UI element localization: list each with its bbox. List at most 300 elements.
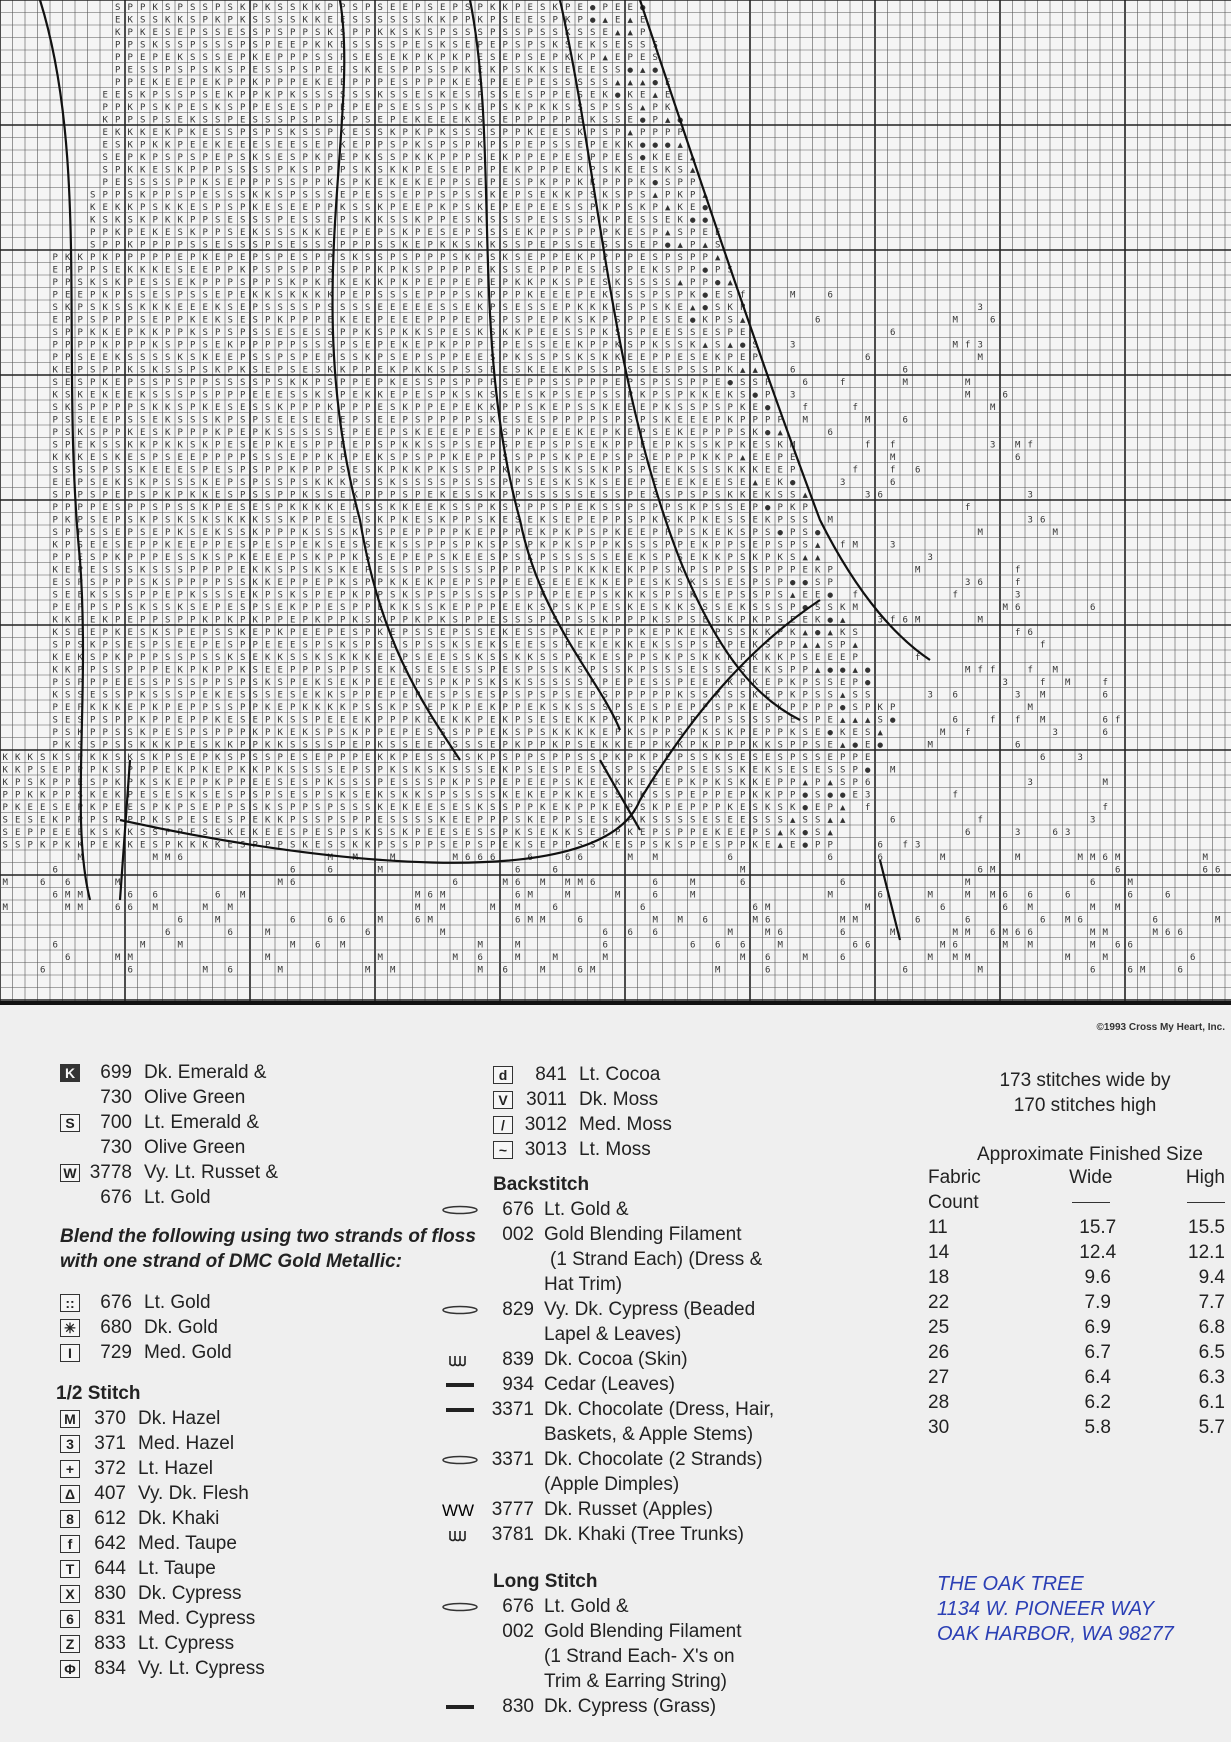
stitch-symbol: P bbox=[640, 128, 646, 138]
stitch-symbol: K bbox=[540, 178, 546, 188]
stitch-symbol: P bbox=[590, 128, 596, 138]
stitch-symbol: S bbox=[515, 816, 520, 826]
stitch-symbol: K bbox=[165, 128, 171, 138]
stitch-symbol: P bbox=[428, 241, 434, 251]
stitch-symbol: P bbox=[628, 378, 634, 388]
stitch-symbol: K bbox=[603, 441, 609, 451]
stitch-symbol: S bbox=[103, 691, 108, 701]
stitch-symbol: S bbox=[540, 603, 545, 613]
stitch-symbol: S bbox=[665, 516, 670, 526]
stitch-symbol: S bbox=[153, 841, 158, 851]
stitch-symbol: P bbox=[53, 741, 59, 751]
stitch-symbol: 6 bbox=[990, 928, 995, 938]
stitch-symbol: S bbox=[478, 228, 483, 238]
stitch-symbol: P bbox=[528, 203, 534, 213]
stitch-symbol: P bbox=[253, 841, 259, 851]
stitch-symbol: S bbox=[265, 691, 270, 701]
stitch-symbol: E bbox=[53, 828, 58, 838]
stitch-symbol: E bbox=[428, 716, 433, 726]
stitch-symbol: E bbox=[553, 403, 558, 413]
stitch-symbol: P bbox=[528, 241, 534, 251]
stitch-symbol: P bbox=[303, 616, 309, 626]
stitch-symbol: P bbox=[490, 453, 496, 463]
stitch-symbol: P bbox=[78, 341, 84, 351]
stitch-symbol: P bbox=[278, 78, 284, 88]
stitch-symbol: E bbox=[690, 553, 695, 563]
stitch-symbol: P bbox=[253, 278, 259, 288]
color-name: Lt. Taupe bbox=[138, 1556, 216, 1581]
stitch-symbol: P bbox=[240, 78, 246, 88]
stitch-symbol: S bbox=[478, 78, 483, 88]
stitch-symbol: K bbox=[328, 691, 334, 701]
stitch-symbol: E bbox=[515, 603, 520, 613]
stitch-symbol: S bbox=[178, 191, 183, 201]
stitch-symbol: S bbox=[140, 528, 145, 538]
stitch-symbol: E bbox=[165, 766, 170, 776]
stitch-symbol: 6 bbox=[128, 891, 133, 901]
stitch-symbol: f bbox=[853, 591, 858, 601]
stitch-symbol: S bbox=[228, 316, 233, 326]
stitch-symbol: S bbox=[340, 253, 345, 263]
stitch-symbol: S bbox=[390, 191, 395, 201]
stitch-symbol: K bbox=[15, 753, 21, 763]
stitch-symbol: S bbox=[90, 653, 95, 663]
stitch-symbol: K bbox=[315, 566, 321, 576]
stitch-symbol: P bbox=[228, 278, 234, 288]
stitch-symbol: S bbox=[490, 803, 495, 813]
stitch-symbol: P bbox=[453, 66, 459, 76]
stitch-symbol: P bbox=[653, 403, 659, 413]
gold_blends-row bbox=[60, 1340, 480, 1365]
stitch-symbol: K bbox=[665, 416, 671, 426]
stitch-symbol: P bbox=[103, 653, 109, 663]
stitch-symbol: S bbox=[190, 241, 195, 251]
stitch-symbol: K bbox=[590, 578, 596, 588]
stitch-symbol: P bbox=[703, 803, 709, 813]
symbol-blank bbox=[60, 1189, 80, 1207]
stitch-symbol: P bbox=[565, 841, 571, 851]
stitch-symbol: S bbox=[303, 103, 308, 113]
stitch-symbol: P bbox=[490, 816, 496, 826]
stitch-symbol: E bbox=[703, 816, 708, 826]
stitch-symbol: ▲ bbox=[703, 241, 709, 251]
stitch-symbol: E bbox=[528, 266, 533, 276]
stitch-symbol: M bbox=[1103, 778, 1109, 788]
stitch-symbol: K bbox=[403, 341, 409, 351]
stitch-symbol: 6 bbox=[1153, 916, 1158, 926]
stitch-symbol: S bbox=[490, 828, 495, 838]
stitch-symbol: P bbox=[728, 441, 734, 451]
stitch-symbol: E bbox=[528, 416, 533, 426]
stitch-symbol: M bbox=[715, 966, 721, 976]
stitch-symbol: S bbox=[278, 128, 283, 138]
stitch-symbol: S bbox=[540, 641, 545, 651]
stitch-symbol: K bbox=[190, 591, 196, 601]
stitch-symbol: K bbox=[578, 53, 584, 63]
stitch-symbol: ▲ bbox=[840, 741, 846, 751]
stitch-symbol: P bbox=[528, 316, 534, 326]
stitch-symbol: K bbox=[690, 478, 696, 488]
stitch-symbol: S bbox=[715, 766, 720, 776]
stitch-symbol: P bbox=[790, 528, 796, 538]
color-name: Lt. Cypress bbox=[138, 1631, 234, 1656]
stitch-symbol: P bbox=[440, 103, 446, 113]
stitch-symbol: P bbox=[353, 228, 359, 238]
stitch-symbol: P bbox=[428, 403, 434, 413]
stitch-symbol: P bbox=[90, 728, 96, 738]
stitch-symbol: S bbox=[440, 228, 445, 238]
stitch-symbol: S bbox=[53, 441, 58, 451]
stitch-symbol: K bbox=[278, 816, 284, 826]
stitch-symbol: E bbox=[378, 428, 383, 438]
stitch-symbol: P bbox=[628, 653, 634, 663]
stitch-symbol: P bbox=[828, 578, 834, 588]
stitch-symbol: S bbox=[115, 691, 120, 701]
stitch-symbol: P bbox=[290, 403, 296, 413]
stitch-symbol: M bbox=[940, 853, 946, 863]
stitch-symbol: S bbox=[503, 753, 508, 763]
stitch-symbol: P bbox=[190, 428, 196, 438]
stitch-symbol: P bbox=[65, 791, 71, 801]
stitch-symbol: S bbox=[253, 316, 258, 326]
stitch-symbol: E bbox=[453, 753, 458, 763]
stitch-symbol: E bbox=[528, 516, 533, 526]
stitch-symbol: K bbox=[328, 703, 334, 713]
stitch-symbol: P bbox=[603, 528, 609, 538]
stitch-symbol: K bbox=[503, 3, 509, 13]
stitch-symbol: S bbox=[615, 766, 620, 776]
stitch-symbol: P bbox=[253, 3, 259, 13]
stitch-symbol: E bbox=[265, 103, 270, 113]
stitch-symbol: E bbox=[640, 603, 645, 613]
stitch-symbol: P bbox=[678, 291, 684, 301]
stitch-symbol: S bbox=[328, 828, 333, 838]
stitch-symbol: K bbox=[15, 803, 21, 813]
stitch-symbol: S bbox=[503, 16, 508, 26]
stitch-symbol: S bbox=[240, 216, 245, 226]
stitch-symbol: S bbox=[78, 641, 83, 651]
stitch-symbol: P bbox=[215, 328, 221, 338]
stitch-symbol: K bbox=[628, 91, 634, 101]
stitch-symbol: S bbox=[803, 766, 808, 776]
stitch-symbol: P bbox=[428, 78, 434, 88]
stitch-symbol: S bbox=[653, 278, 658, 288]
stitch-symbol: S bbox=[240, 541, 245, 551]
stitch-symbol: S bbox=[728, 478, 733, 488]
stitch-symbol: P bbox=[503, 478, 509, 488]
stitch-symbol: P bbox=[278, 503, 284, 513]
stitch-symbol: S bbox=[115, 566, 120, 576]
stitch-symbol: P bbox=[453, 528, 459, 538]
col-high-rule bbox=[1187, 1202, 1225, 1203]
stitch-symbol: P bbox=[428, 216, 434, 226]
stitch-symbol: P bbox=[728, 453, 734, 463]
stitch-symbol: S bbox=[590, 766, 595, 776]
stitch-symbol: S bbox=[465, 91, 470, 101]
stitch-symbol: P bbox=[678, 753, 684, 763]
stitch-symbol: S bbox=[778, 803, 783, 813]
stitch-symbol: S bbox=[578, 466, 583, 476]
stitch-description: Dk. Russet (Apples) bbox=[544, 1497, 713, 1522]
stitch-symbol: P bbox=[490, 666, 496, 676]
stitch-symbol: E bbox=[128, 641, 133, 651]
stitch-symbol: E bbox=[253, 628, 258, 638]
stitch-symbol: S bbox=[678, 578, 683, 588]
stitch-symbol: E bbox=[715, 528, 720, 538]
stitch-symbol: K bbox=[553, 41, 559, 51]
stitch-symbol: P bbox=[765, 591, 771, 601]
bar-line-icon bbox=[438, 1698, 482, 1716]
stitch-symbol: E bbox=[703, 416, 708, 426]
stitch-symbol: E bbox=[590, 278, 595, 288]
stitch-symbol: P bbox=[678, 528, 684, 538]
stitch-symbol: K bbox=[640, 591, 646, 601]
stitch-symbol: E bbox=[15, 828, 20, 838]
stitch-symbol: ● bbox=[728, 378, 734, 388]
stitch-symbol: K bbox=[678, 741, 684, 751]
stitch-symbol: P bbox=[165, 716, 171, 726]
stitch-symbol: 6 bbox=[703, 916, 708, 926]
stitch-symbol: K bbox=[365, 328, 371, 338]
stitch-symbol: K bbox=[403, 166, 409, 176]
stitch-symbol: K bbox=[403, 516, 409, 526]
stitch-symbol: P bbox=[503, 278, 509, 288]
stitch-symbol: S bbox=[765, 716, 770, 726]
stitch-symbol: E bbox=[65, 591, 70, 601]
stitch-symbol: P bbox=[103, 641, 109, 651]
stitch-symbol: P bbox=[478, 378, 484, 388]
stitch-symbol: S bbox=[190, 603, 195, 613]
stitch-symbol: S bbox=[365, 416, 370, 426]
stitch-symbol: S bbox=[628, 303, 633, 313]
stitch-symbol: S bbox=[840, 778, 845, 788]
stitch-symbol: E bbox=[515, 378, 520, 388]
stitch-symbol: S bbox=[765, 528, 770, 538]
stitch-symbol: M bbox=[128, 953, 134, 963]
size-table-row bbox=[928, 1340, 1225, 1365]
stitch-symbol: E bbox=[178, 253, 183, 263]
size-table-row bbox=[928, 1290, 1225, 1315]
stitch-symbol: S bbox=[65, 691, 70, 701]
stitch-symbol: S bbox=[203, 41, 208, 51]
stitch-symbol: E bbox=[428, 228, 433, 238]
stitch-symbol: P bbox=[378, 716, 384, 726]
stitch-symbol: S bbox=[140, 66, 145, 76]
stitch-symbol: S bbox=[690, 441, 695, 451]
stitch-symbol: M bbox=[415, 891, 421, 901]
stitch-symbol: P bbox=[390, 441, 396, 451]
stitch-symbol: E bbox=[528, 566, 533, 576]
stitch-symbol: E bbox=[65, 703, 70, 713]
stitch-symbol: K bbox=[553, 191, 559, 201]
stitch-symbol: S bbox=[303, 141, 308, 151]
stitch-symbol: P bbox=[203, 166, 209, 176]
stitch-symbol: K bbox=[753, 466, 759, 476]
stitch-symbol: P bbox=[203, 753, 209, 763]
stitch-symbol: S bbox=[3, 816, 8, 826]
stitch-symbol: ● bbox=[640, 116, 646, 126]
stitch-symbol: M bbox=[978, 353, 984, 363]
stitch-symbol: P bbox=[290, 316, 296, 326]
stitch-symbol: S bbox=[103, 591, 108, 601]
stitch-symbol: S bbox=[228, 128, 233, 138]
stitch-symbol: E bbox=[415, 241, 420, 251]
stitch-symbol: P bbox=[315, 466, 321, 476]
stitch-symbol: P bbox=[415, 53, 421, 63]
stitch-symbol: K bbox=[315, 391, 321, 401]
stitch-symbol: K bbox=[565, 366, 571, 376]
stitch-symbol: S bbox=[378, 128, 383, 138]
stitch-symbol: S bbox=[540, 753, 545, 763]
stitch-symbol: E bbox=[228, 141, 233, 151]
stitch-symbol: E bbox=[428, 666, 433, 676]
stitch-symbol: E bbox=[153, 28, 158, 38]
stitch-symbol: K bbox=[378, 791, 384, 801]
dmc-code: 676 bbox=[490, 1594, 534, 1619]
stitch-symbol: ▲ bbox=[790, 591, 796, 601]
stitch-symbol: K bbox=[415, 441, 421, 451]
stitch-symbol: K bbox=[353, 841, 359, 851]
stitch-symbol: S bbox=[53, 466, 58, 476]
stitch-symbol: P bbox=[53, 778, 59, 788]
stitch-symbol: P bbox=[90, 228, 96, 238]
stitch-symbol: M bbox=[828, 891, 834, 901]
stitch-symbol: P bbox=[78, 266, 84, 276]
stitch-symbol: S bbox=[365, 116, 370, 126]
stitch-symbol: E bbox=[478, 691, 483, 701]
stitch-symbol: ▲ bbox=[628, 128, 634, 138]
stitch-symbol: S bbox=[578, 153, 583, 163]
stitch-symbol: P bbox=[828, 803, 834, 813]
stitch-symbol: S bbox=[90, 516, 95, 526]
stitch-symbol: S bbox=[128, 416, 133, 426]
stitch-symbol: P bbox=[465, 166, 471, 176]
stitch-symbol: 6 bbox=[1103, 853, 1108, 863]
stitch-symbol: K bbox=[140, 266, 146, 276]
stitch-symbol: K bbox=[753, 778, 759, 788]
stitch-symbol: E bbox=[640, 578, 645, 588]
stitch-symbol: S bbox=[215, 653, 220, 663]
stitch-symbol: 6 bbox=[890, 816, 895, 826]
stitch-symbol: ● bbox=[865, 766, 871, 776]
stitch-symbol: K bbox=[253, 191, 259, 201]
stitch-symbol: S bbox=[528, 403, 533, 413]
stitch-symbol: P bbox=[303, 266, 309, 276]
stitch-description: Gold Blending Filament bbox=[544, 1222, 742, 1247]
stitch-symbol: P bbox=[540, 616, 546, 626]
finished-width: 7.9 bbox=[1038, 1290, 1144, 1315]
stitch-symbol: M bbox=[853, 916, 859, 926]
stitch-symbol: E bbox=[340, 228, 345, 238]
stitch-symbol: E bbox=[328, 228, 333, 238]
stitch-symbol: E bbox=[590, 741, 595, 751]
stitch-symbol: E bbox=[278, 703, 283, 713]
stitch-symbol: S bbox=[453, 653, 458, 663]
stitch-symbol: K bbox=[165, 303, 171, 313]
stitch-symbol: S bbox=[528, 341, 533, 351]
stitch-symbol: P bbox=[828, 841, 834, 851]
stitch-symbol: S bbox=[228, 578, 233, 588]
stitch-symbol: P bbox=[678, 491, 684, 501]
stitch-symbol: M bbox=[1090, 903, 1096, 913]
stitch-symbol: K bbox=[640, 553, 646, 563]
stitch-symbol: S bbox=[540, 341, 545, 351]
stitch-symbol: K bbox=[340, 641, 346, 651]
stitch-symbol: P bbox=[290, 478, 296, 488]
stitch-symbol: P bbox=[90, 678, 96, 688]
stitch-symbol: M bbox=[540, 878, 546, 888]
stitch-symbol: P bbox=[603, 178, 609, 188]
stitch-description: Dk. Cypress (Grass) bbox=[544, 1694, 716, 1719]
stitch-symbol: 6 bbox=[603, 928, 608, 938]
stitch-symbol: E bbox=[190, 141, 195, 151]
stitch-symbol: E bbox=[528, 253, 533, 263]
stitch-symbol: S bbox=[615, 328, 620, 338]
stitch-symbol: M bbox=[778, 941, 784, 951]
stitch-symbol: P bbox=[153, 553, 159, 563]
stitch-symbol: S bbox=[165, 653, 170, 663]
stitch-symbol: 6 bbox=[940, 903, 945, 913]
legend-column-1 bbox=[60, 1060, 480, 1681]
stitch-symbol: P bbox=[228, 78, 234, 88]
stitch-symbol: K bbox=[415, 178, 421, 188]
stitch-symbol: K bbox=[703, 528, 709, 538]
stitch-symbol: K bbox=[190, 128, 196, 138]
stitch-symbol: P bbox=[678, 828, 684, 838]
stitch-symbol: S bbox=[228, 328, 233, 338]
stitch-symbol: P bbox=[290, 53, 296, 63]
stitch-symbol: K bbox=[103, 378, 109, 388]
stitch-symbol: P bbox=[353, 416, 359, 426]
stitch-symbol: S bbox=[628, 103, 633, 113]
stitch-symbol: P bbox=[590, 416, 596, 426]
stitch-symbol: P bbox=[128, 653, 134, 663]
stitch-symbol: K bbox=[140, 716, 146, 726]
stitch-symbol: S bbox=[653, 816, 658, 826]
stitch-symbol: S bbox=[278, 191, 283, 201]
stitch-symbol: M bbox=[1140, 966, 1146, 976]
stitch-symbol: S bbox=[315, 341, 320, 351]
stitch-symbol: P bbox=[640, 516, 646, 526]
stitch-symbol: S bbox=[153, 66, 158, 76]
stitch-symbol: E bbox=[203, 128, 208, 138]
stitch-symbol: P bbox=[78, 678, 84, 688]
stitch-symbol: K bbox=[303, 228, 309, 238]
stitch-symbol: E bbox=[140, 428, 145, 438]
stitch-symbol: P bbox=[578, 191, 584, 201]
stitch-symbol: E bbox=[315, 828, 320, 838]
stitch-symbol: K bbox=[490, 3, 496, 13]
stitch-symbol: P bbox=[403, 716, 409, 726]
stitch-symbol: S bbox=[378, 478, 383, 488]
stitch-symbol: S bbox=[465, 566, 470, 576]
stitch-symbol: S bbox=[578, 616, 583, 626]
stitch-symbol: K bbox=[3, 753, 9, 763]
stitch-symbol: S bbox=[590, 703, 595, 713]
stitch-symbol: E bbox=[140, 278, 145, 288]
stitch-symbol: P bbox=[353, 116, 359, 126]
stitch-symbol: ● bbox=[665, 141, 671, 151]
stitch-symbol: P bbox=[678, 541, 684, 551]
stitch-symbol: P bbox=[140, 141, 146, 151]
stitch-symbol: K bbox=[540, 703, 546, 713]
stitch-symbol: S bbox=[278, 66, 283, 76]
stitch-symbol: K bbox=[628, 716, 634, 726]
stitch-symbol: E bbox=[428, 178, 433, 188]
stitch-symbol: S bbox=[440, 166, 445, 176]
stitch-symbol: S bbox=[403, 91, 408, 101]
stitch-symbol: K bbox=[378, 453, 384, 463]
